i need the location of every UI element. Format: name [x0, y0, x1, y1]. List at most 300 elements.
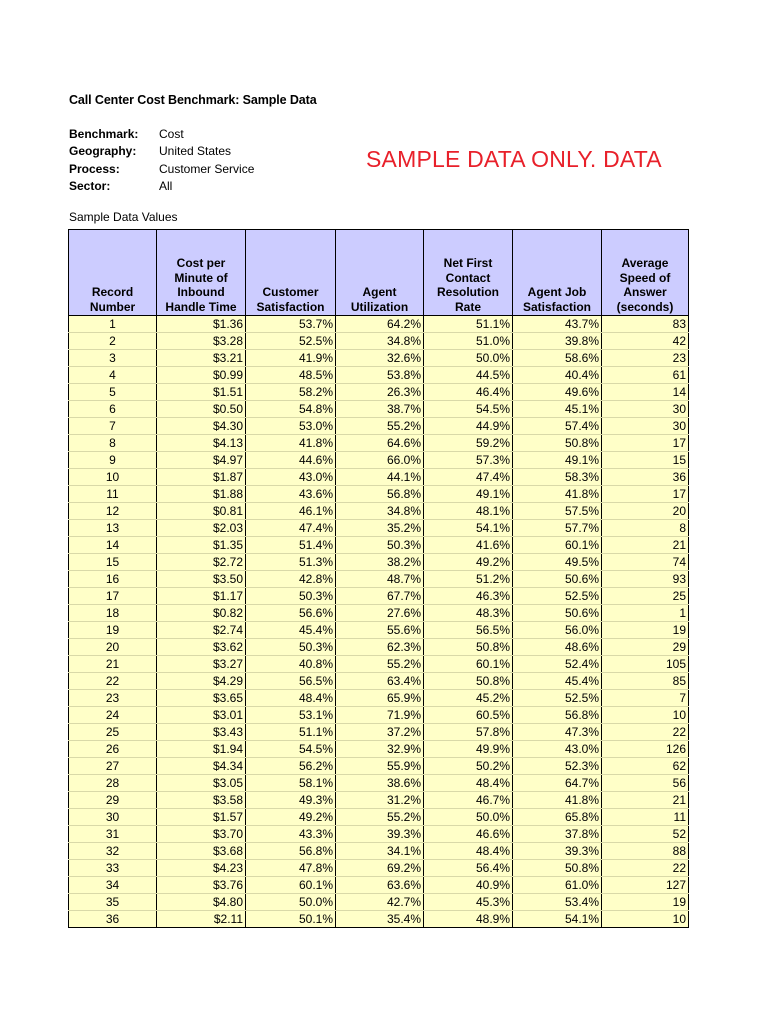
table-cell: 55.9% [336, 758, 424, 775]
table-cell: 56.0% [513, 622, 602, 639]
table-cell: 26.3% [336, 384, 424, 401]
table-cell: 41.8% [513, 792, 602, 809]
column-header-line: Handle Time [165, 299, 237, 314]
table-cell: 49.9% [424, 741, 513, 758]
table-cell: $2.11 [157, 911, 246, 928]
column-header [602, 230, 689, 316]
table-cell: 83 [602, 316, 689, 333]
table-cell: 56 [602, 775, 689, 792]
table-cell: 61.0% [513, 877, 602, 894]
table-cell: 57.3% [424, 452, 513, 469]
table-header-row [69, 230, 689, 316]
table-cell: 60.5% [424, 707, 513, 724]
table-cell: 42 [602, 333, 689, 350]
meta-row-sector [69, 178, 254, 195]
table-cell: $4.13 [157, 435, 246, 452]
table-cell: 22 [69, 673, 157, 690]
table-cell: 52.5% [246, 333, 336, 350]
table-cell: 58.6% [513, 350, 602, 367]
table-cell: $3.68 [157, 843, 246, 860]
table-cell: 41.6% [424, 537, 513, 554]
table-cell: $3.76 [157, 877, 246, 894]
table-cell: $0.81 [157, 503, 246, 520]
table-cell: 55.2% [336, 656, 424, 673]
table-cell: 54.1% [424, 520, 513, 537]
table-cell: 55.2% [336, 418, 424, 435]
table-cell: $3.27 [157, 656, 246, 673]
table-cell: 12 [69, 503, 157, 520]
table-cell: 46.1% [246, 503, 336, 520]
table-cell: 63.6% [336, 877, 424, 894]
table-cell: $3.50 [157, 571, 246, 588]
column-header-line: Answer [623, 285, 667, 299]
table-cell: $1.35 [157, 537, 246, 554]
column-header-line: Record [91, 285, 134, 299]
table-cell: 21 [69, 656, 157, 673]
table-cell: 50.0% [424, 350, 513, 367]
table-cell: 65.8% [513, 809, 602, 826]
table-row [69, 605, 689, 622]
table-row [69, 639, 689, 656]
column-header [336, 230, 424, 316]
table-cell: 53.4% [513, 894, 602, 911]
table-cell: 52.3% [513, 758, 602, 775]
column-header [69, 230, 157, 316]
table-cell: 16 [69, 571, 157, 588]
table-cell: 43.6% [246, 486, 336, 503]
table-cell: 56.5% [424, 622, 513, 639]
table-cell: 49.2% [424, 554, 513, 571]
table-cell: 30 [602, 401, 689, 418]
table-cell: 39.8% [513, 333, 602, 350]
table-row [69, 673, 689, 690]
table-cell: 71.9% [336, 707, 424, 724]
table-cell: 56.2% [246, 758, 336, 775]
table-cell: 4 [69, 367, 157, 384]
table-cell: 57.7% [513, 520, 602, 537]
table-cell: 39.3% [513, 843, 602, 860]
table-cell: $0.50 [157, 401, 246, 418]
table-cell: 36 [602, 469, 689, 486]
table-cell: 29 [69, 792, 157, 809]
table-cell: 15 [69, 554, 157, 571]
table-cell: 52.4% [513, 656, 602, 673]
table-cell: 66.0% [336, 452, 424, 469]
table-cell: 44.6% [246, 452, 336, 469]
table-cell: 50.3% [246, 639, 336, 656]
table-cell: 21 [602, 792, 689, 809]
table-cell: 34 [69, 877, 157, 894]
table-cell: $3.21 [157, 350, 246, 367]
table-cell: 1 [602, 605, 689, 622]
section-label: Sample Data Values [69, 210, 178, 224]
table-cell: 8 [69, 435, 157, 452]
table-cell: 41.8% [513, 486, 602, 503]
column-header-line: Average [621, 256, 669, 270]
table-cell: 27 [69, 758, 157, 775]
table-cell: 57.8% [424, 724, 513, 741]
table-cell: 62 [602, 758, 689, 775]
table-cell: 54.5% [424, 401, 513, 418]
table-cell: 56.8% [336, 486, 424, 503]
table-cell: 50.8% [513, 860, 602, 877]
table-row [69, 809, 689, 826]
table-cell: $1.94 [157, 741, 246, 758]
table-cell: 10 [69, 469, 157, 486]
table-row [69, 775, 689, 792]
table-row [69, 911, 689, 928]
table-cell: 11 [602, 809, 689, 826]
table-cell: 57.5% [513, 503, 602, 520]
column-header-line: (seconds) [616, 299, 674, 314]
table-cell: 41.9% [246, 350, 336, 367]
table-cell: 17 [602, 486, 689, 503]
table-cell: 24 [69, 707, 157, 724]
table-cell: 53.7% [246, 316, 336, 333]
table-cell: 30 [602, 418, 689, 435]
table-cell: 34.8% [336, 333, 424, 350]
table-cell: 46.7% [424, 792, 513, 809]
table-cell: 36 [69, 911, 157, 928]
table-row [69, 554, 689, 571]
table-cell: 28 [69, 775, 157, 792]
page-title: Call Center Cost Benchmark: Sample Data [69, 93, 317, 107]
table-cell: 105 [602, 656, 689, 673]
table-row [69, 333, 689, 350]
table-cell: 37.8% [513, 826, 602, 843]
table-cell: 53.1% [246, 707, 336, 724]
table-cell: 56.6% [246, 605, 336, 622]
table-row [69, 537, 689, 554]
table-cell: 50.1% [246, 911, 336, 928]
table-cell: 40.8% [246, 656, 336, 673]
table-cell: 34.1% [336, 843, 424, 860]
table-cell: 8 [602, 520, 689, 537]
meta-label: Benchmark: [69, 127, 139, 141]
table-cell: 40.4% [513, 367, 602, 384]
table-row [69, 860, 689, 877]
table-cell: 33 [69, 860, 157, 877]
table-cell: 45.2% [424, 690, 513, 707]
column-header-line: Agent [362, 285, 397, 299]
table-cell: 45.3% [424, 894, 513, 911]
table-cell: 49.1% [513, 452, 602, 469]
column-header [424, 230, 513, 316]
table-cell: 58.2% [246, 384, 336, 401]
column-header-line: Minute of [174, 270, 228, 285]
table-cell: 47.8% [246, 860, 336, 877]
table-cell: 64.6% [336, 435, 424, 452]
table-cell: 15 [602, 452, 689, 469]
table-cell: 58.3% [513, 469, 602, 486]
table-body [69, 316, 689, 928]
table-cell: 45.1% [513, 401, 602, 418]
table-cell: 51.1% [424, 316, 513, 333]
table-cell: 55.2% [336, 809, 424, 826]
table-cell: 74 [602, 554, 689, 571]
table-cell: 50.8% [424, 639, 513, 656]
table-cell: 54.1% [513, 911, 602, 928]
table-cell: 40.9% [424, 877, 513, 894]
table-cell: 35 [69, 894, 157, 911]
table-cell: 44.5% [424, 367, 513, 384]
meta-row-benchmark [69, 126, 254, 143]
table-cell: 51.4% [246, 537, 336, 554]
table-cell: $1.17 [157, 588, 246, 605]
table-cell: 60.1% [246, 877, 336, 894]
table-cell: 59.2% [424, 435, 513, 452]
column-header [157, 230, 246, 316]
table-cell: $3.43 [157, 724, 246, 741]
table-cell: 2 [69, 333, 157, 350]
meta-value: Customer Service [159, 161, 255, 176]
table-cell: 38.6% [336, 775, 424, 792]
table-cell: 56.5% [246, 673, 336, 690]
sample-data-notice: SAMPLE DATA ONLY. DATA [366, 146, 662, 172]
table-row [69, 741, 689, 758]
table-cell: 19 [69, 622, 157, 639]
table-cell: 44.1% [336, 469, 424, 486]
table-cell: 29 [602, 639, 689, 656]
table-row [69, 520, 689, 537]
table-cell: 43.0% [246, 469, 336, 486]
table-cell: 18 [69, 605, 157, 622]
meta-value: All [159, 178, 173, 193]
table-cell: 52 [602, 826, 689, 843]
table-cell: $3.65 [157, 690, 246, 707]
meta-value: Cost [159, 127, 184, 141]
table-cell: 49.3% [246, 792, 336, 809]
table-cell: 63.4% [336, 673, 424, 690]
table-cell: 48.6% [513, 639, 602, 656]
table-cell: 48.3% [424, 605, 513, 622]
table-cell: 88 [602, 843, 689, 860]
table-cell: 50.2% [424, 758, 513, 775]
table-cell: $4.80 [157, 894, 246, 911]
table-cell: $4.23 [157, 860, 246, 877]
table-cell: 49.5% [513, 554, 602, 571]
table-cell: 50.3% [246, 588, 336, 605]
table-cell: 48.7% [336, 571, 424, 588]
table-cell: 52.5% [513, 588, 602, 605]
table-cell: $1.51 [157, 384, 246, 401]
table-cell: 5 [69, 384, 157, 401]
table-cell: 48.4% [246, 690, 336, 707]
table-cell: 53.8% [336, 367, 424, 384]
table-cell: 7 [69, 418, 157, 435]
table-row [69, 758, 689, 775]
table-row [69, 350, 689, 367]
table-cell: 48.4% [424, 775, 513, 792]
meta-label: Process: [69, 161, 120, 176]
table-cell: 127 [602, 877, 689, 894]
table-cell: 14 [602, 384, 689, 401]
table-cell: 51.0% [424, 333, 513, 350]
table-cell: 53.0% [246, 418, 336, 435]
table-cell: 46.4% [424, 384, 513, 401]
table-cell: 46.6% [424, 826, 513, 843]
table-cell: 54.5% [246, 741, 336, 758]
table-cell: $0.82 [157, 605, 246, 622]
table-cell: 43.0% [513, 741, 602, 758]
column-header-line: Utilization [350, 299, 409, 314]
table-cell: 1 [69, 316, 157, 333]
table-cell: 32.9% [336, 741, 424, 758]
table-cell: 10 [602, 707, 689, 724]
table-cell: 17 [602, 435, 689, 452]
table-cell: $3.28 [157, 333, 246, 350]
column-header [513, 230, 602, 316]
table-cell: $3.70 [157, 826, 246, 843]
table-cell: 49.2% [246, 809, 336, 826]
table-cell: $4.29 [157, 673, 246, 690]
table-row [69, 452, 689, 469]
table-cell: 43.3% [246, 826, 336, 843]
table-cell: $0.99 [157, 367, 246, 384]
table-cell: 45.4% [246, 622, 336, 639]
table-cell: 67.7% [336, 588, 424, 605]
sample-data-table [68, 229, 689, 928]
table-cell: 46.3% [424, 588, 513, 605]
table-cell: 35.2% [336, 520, 424, 537]
table-cell: 54.8% [246, 401, 336, 418]
table-cell: 48.9% [424, 911, 513, 928]
table-row [69, 843, 689, 860]
table-cell: 13 [69, 520, 157, 537]
column-header-line: Customer [262, 285, 319, 299]
table-cell: 50.6% [513, 571, 602, 588]
table-cell: 48.1% [424, 503, 513, 520]
column-header-line: Speed of [619, 270, 671, 285]
table-cell: 49.6% [513, 384, 602, 401]
table-row [69, 622, 689, 639]
column-header-line: Rate [454, 299, 481, 314]
table-cell: $3.01 [157, 707, 246, 724]
column-header-line: Number [89, 299, 136, 314]
table-cell: $4.30 [157, 418, 246, 435]
table-cell: $2.74 [157, 622, 246, 639]
table-cell: 22 [602, 724, 689, 741]
table-cell: 14 [69, 537, 157, 554]
table-cell: 32 [69, 843, 157, 860]
table-cell: 57.4% [513, 418, 602, 435]
table-row [69, 656, 689, 673]
table-cell: 47.3% [513, 724, 602, 741]
benchmark-info [69, 126, 254, 195]
table-cell: $3.62 [157, 639, 246, 656]
table-cell: 58.1% [246, 775, 336, 792]
table-row [69, 367, 689, 384]
table-cell: 22 [602, 860, 689, 877]
table-cell: 7 [602, 690, 689, 707]
table-cell: 23 [602, 350, 689, 367]
table-cell: 50.0% [246, 894, 336, 911]
table-cell: 50.6% [513, 605, 602, 622]
table-cell: 56.8% [513, 707, 602, 724]
table-cell: 69.2% [336, 860, 424, 877]
table-cell: 23 [69, 690, 157, 707]
table-cell: $3.58 [157, 792, 246, 809]
table-cell: 50.3% [336, 537, 424, 554]
table-cell: 44.9% [424, 418, 513, 435]
table-cell: 6 [69, 401, 157, 418]
table-cell: 51.3% [246, 554, 336, 571]
table-cell: 17 [69, 588, 157, 605]
table-row [69, 571, 689, 588]
table-row [69, 724, 689, 741]
table-cell: $1.88 [157, 486, 246, 503]
column-header-line: Inbound [177, 285, 225, 299]
table-row [69, 418, 689, 435]
table-row [69, 707, 689, 724]
table-row [69, 384, 689, 401]
table-cell: 47.4% [424, 469, 513, 486]
table-cell: 60.1% [513, 537, 602, 554]
column-header-line: Satisfaction [256, 299, 325, 314]
table-cell: $1.87 [157, 469, 246, 486]
column-header-line: Cost per [176, 256, 226, 270]
table-row [69, 486, 689, 503]
table-cell: 50.8% [424, 673, 513, 690]
table-cell: 55.6% [336, 622, 424, 639]
table-cell: 3 [69, 350, 157, 367]
table-cell: 45.4% [513, 673, 602, 690]
table-cell: 25 [602, 588, 689, 605]
column-header-line: Net First [443, 256, 493, 270]
table-row [69, 792, 689, 809]
table-row [69, 503, 689, 520]
table-cell: 49.1% [424, 486, 513, 503]
meta-row-geography [69, 143, 254, 160]
table-cell: 35.4% [336, 911, 424, 928]
table-cell: 31.2% [336, 792, 424, 809]
table-cell: 42.7% [336, 894, 424, 911]
table-cell: $4.97 [157, 452, 246, 469]
table-cell: 47.4% [246, 520, 336, 537]
table-row [69, 826, 689, 843]
table-cell: 27.6% [336, 605, 424, 622]
table-row [69, 690, 689, 707]
table-cell: 34.8% [336, 503, 424, 520]
meta-label: Sector: [69, 178, 111, 193]
table-row [69, 316, 689, 333]
table-cell: 65.9% [336, 690, 424, 707]
table-cell: 37.2% [336, 724, 424, 741]
table-cell: 39.3% [336, 826, 424, 843]
table-cell: 51.2% [424, 571, 513, 588]
table-cell: 51.1% [246, 724, 336, 741]
table-cell: 41.8% [246, 435, 336, 452]
table-cell: 48.4% [424, 843, 513, 860]
table-cell: $1.57 [157, 809, 246, 826]
table-cell: 93 [602, 571, 689, 588]
table-cell: 56.4% [424, 860, 513, 877]
column-header-line: Agent Job [527, 285, 587, 299]
table-cell: 85 [602, 673, 689, 690]
table-cell: 60.1% [424, 656, 513, 673]
table-row [69, 894, 689, 911]
table-cell: 62.3% [336, 639, 424, 656]
table-cell: 25 [69, 724, 157, 741]
table-row [69, 469, 689, 486]
table-cell: 48.5% [246, 367, 336, 384]
table-cell: 64.7% [513, 775, 602, 792]
table-cell: 32.6% [336, 350, 424, 367]
table-cell: $2.03 [157, 520, 246, 537]
column-header-line: Contact [445, 270, 491, 285]
table-cell: 9 [69, 452, 157, 469]
table-cell: 31 [69, 826, 157, 843]
